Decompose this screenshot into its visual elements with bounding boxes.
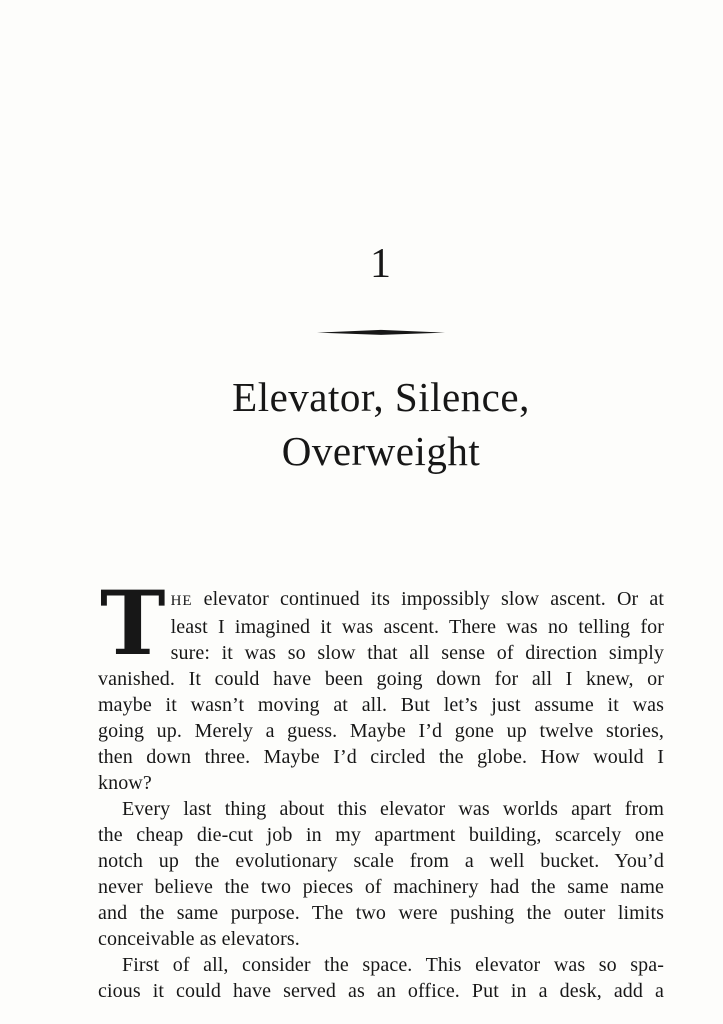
text-line: Every last thing about this elevator was worlds apart from xyxy=(122,798,664,820)
text-line: conceivable as elevators. xyxy=(98,928,300,950)
body-text xyxy=(98,571,664,1004)
text-line: maybe it wasn’t moving at all. But let’s just assume it was xyxy=(98,694,664,716)
text-line: HE elevator continued its impossibly slow ascent. Or at xyxy=(170,588,664,610)
small-caps-word: HE xyxy=(170,593,193,609)
text-line: never believe the two pieces of machinery had the same name xyxy=(98,876,664,898)
chapter-title xyxy=(98,370,664,478)
paragraph-2 xyxy=(98,796,664,952)
paragraph-3 xyxy=(98,952,664,1004)
text-line: going up. Merely a guess. Maybe I’d gone up twelve stories, xyxy=(98,720,664,742)
tapered-rule-icon xyxy=(317,329,445,336)
text-line: least I imagined it was ascent. There was no telling for xyxy=(170,616,664,638)
text-line: and the same purpose. The two were pushing the outer limits xyxy=(98,902,664,924)
chapter-divider xyxy=(98,329,664,336)
text-line: sure: it was so slow that all sense of direction simply xyxy=(170,642,664,664)
text-line: cious it could have served as an office. Put in a desk, add a xyxy=(98,980,664,1002)
text-column xyxy=(98,0,664,1004)
text-line: notch up the evolutionary scale from a well bucket. You’d xyxy=(98,850,664,872)
drop-cap: T xyxy=(100,571,166,675)
text-line: First of all, consider the space. This elevator was so spa- xyxy=(122,954,664,976)
paragraph-1 xyxy=(98,571,664,796)
text-line: the cheap die-cut job in my apartment building, scarcely one xyxy=(98,824,664,846)
chapter-number: 1 xyxy=(370,241,392,287)
chapter-title-line-2: Overweight xyxy=(281,428,481,474)
text-line: vanished. It could have been going down for all I knew, or xyxy=(98,668,664,690)
text-line: know? xyxy=(98,772,152,794)
text-line: then down three. Maybe I’d circled the globe. How would I xyxy=(98,746,664,768)
chapter-title-line-1: Elevator, Silence, xyxy=(232,374,530,420)
